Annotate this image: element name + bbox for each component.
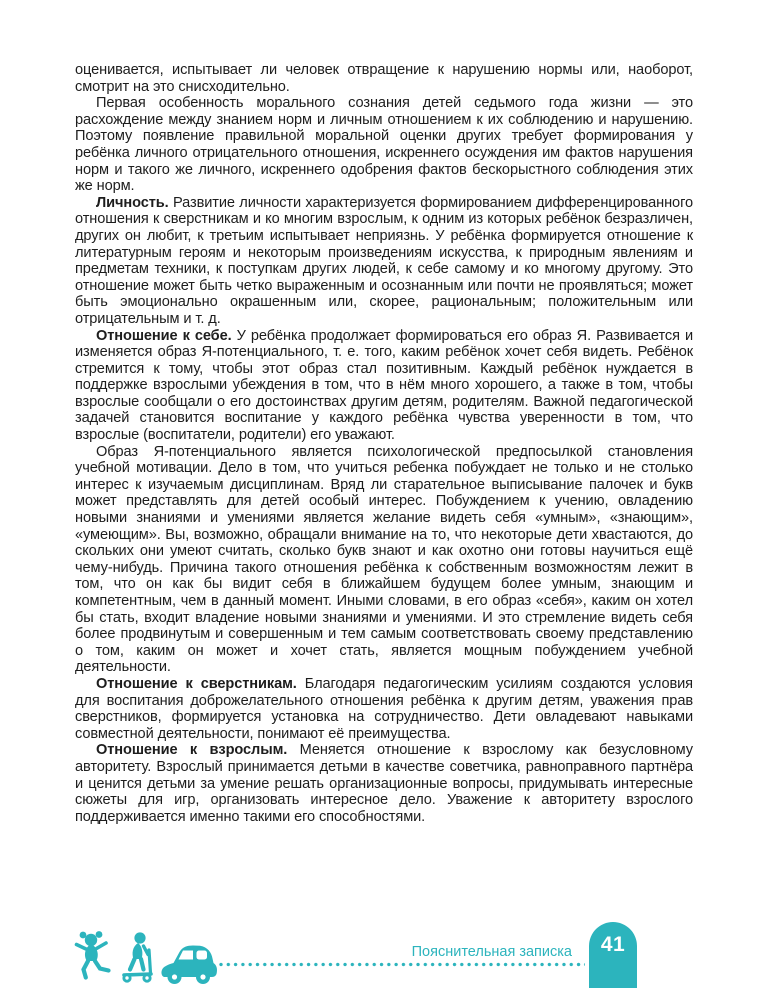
paragraph xyxy=(75,444,693,676)
paragraph-text: Развитие личности характеризуется формированием дифференцированного отношения к сверстникам и ко многим взрослым, к одним из которых ребёнок безразличен, других он любит, к третьим испытывает неприязнь. У ребёнка формируется отношение к литературным героям и некоторым произведениям искусства, к природным явлениям и предметам техники, к поступкам других людей, к себе самому и ко многому другому. Это отношение может быть четко выраженным и осознанным или почти не проявляться; может быть эмоционально окрашенным или, скорее, рациональным; положительным или отрицательным и т. д. xyxy=(75,194,693,327)
scooter-child-icon xyxy=(116,931,158,985)
paragraph-text: Благодаря педагогическим усилиям создаются условия для воспитания доброжелательного отношения ребёнка к другим детям, уважения прав сверстников, формируется установка на сотрудничество. Дети овладевают навыками совместной деятельности, понимают её преимущества. xyxy=(75,675,693,742)
paragraph xyxy=(75,62,693,95)
paragraph-text: Образ Я-потенциального является психологической предпосылкой становления учебной мотивации. Дело в том, что учиться ребенка побуждает не только и не столько интерес к изучаемым дисциплинам. Вряд ли старательное выписывание палочек и букв может представлять для детей особый интерес. Побуждением к учению, овладению новыми знаниями и умениями является желание видеть себя «умным», «знающим», «умеющим». Вы, возможно, обращали внимание на то, что некоторые дети хвастаются, до скольких они умеют считать, сколько букв знают и как охотно они готовы научиться ещё чему-нибудь. Причина такого отношения ребёнка к собственным возможностям лежит в том, что он как бы видит себя в ближайшем будущем более умным, знающим и компетентным, чем в данный момент. Иными словами, в его образ «себя», каким он хотел бы стать, входит владение новыми знаниями и умениями. И это стремление видеть себя более продвинутым и совершенным и тем самым соответствовать своему представлению о том, каким он может и хочет стать, является мощным побуждением учебной деятельности. xyxy=(75,443,693,676)
paragraph xyxy=(75,328,693,444)
paragraph xyxy=(75,742,693,825)
paragraph-lead: Отношение к взрослым. xyxy=(96,742,288,759)
body-text xyxy=(75,62,693,825)
dotted-leader-line xyxy=(219,962,585,967)
page-number: 41 xyxy=(600,933,626,956)
paragraph-text: оценивается, испытывает ли человек отвращение к нарушению нормы или, наоборот, смотрит на это снисходительно. xyxy=(75,62,693,95)
section-label: Пояснительная записка xyxy=(411,944,572,960)
paragraph-text: Меняется отношение к взрослому как безусловному авторитету. Взрослый принимается детьми в качестве советчика, равноправного партнёра и ценится детьми за умение решать организационные вопросы, придумывать интересные сюжеты для игр, организовать интересное дело. Уважение к авторитету взрослого поддерживается именно такими его способностями. xyxy=(75,742,693,825)
paragraph-lead: Отношение к себе. xyxy=(96,327,232,344)
paragraph xyxy=(75,195,693,328)
paragraph-text: У ребёнка продолжает формироваться его образ Я. Развивается и изменяется образ Я-потенциального, т. е. того, каким ребёнок хочет себя видеть. Ребёнок стремится к тому, чтобы этот образ стал позитивным. Каждый ребёнок нуждается в поддержке взрослыми убеждения в том, что в нём много хорошего, а также в том, чтобы взрослые сообщали о его достоинствах другим детям, родителям. Важной педагогической задачей становится воспитание у каждого ребёнка чувства уверенности в том, что взрослые (воспитатели, родители) его уважают. xyxy=(75,327,693,444)
dancing-child-icon xyxy=(72,930,112,982)
car-icon xyxy=(160,942,218,986)
paragraph-lead: Личность. xyxy=(96,194,169,211)
page-number-tab xyxy=(589,922,637,988)
paragraph-lead: Отношение к сверстникам. xyxy=(96,675,297,692)
paragraph-text: Первая особенность морального сознания детей седьмого года жизни — это расхождение между знанием норм и личным отношением к их соблюдению и нарушению. Поэтому появление правильной моральной оценки других требует формирования у ребёнка личного отрицательного отношения, искреннего осуждения им фактов нарушения норм и такого же личного, искреннего одобрения фактов бескорыстного соблюдения этих же норм. xyxy=(75,95,693,195)
paragraph xyxy=(75,95,693,195)
paragraph xyxy=(75,676,693,742)
